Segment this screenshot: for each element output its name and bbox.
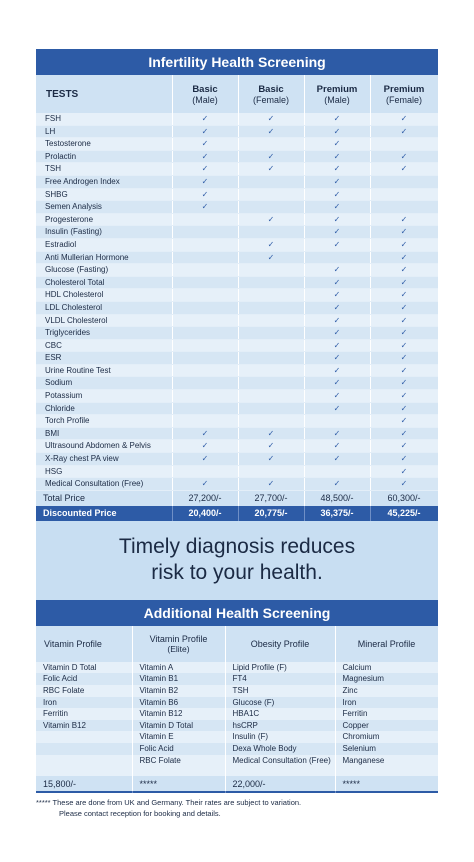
test-name: VLDL Cholesterol [36, 314, 172, 327]
package-name: Premium [383, 83, 425, 95]
check-icon: ✓ [304, 125, 370, 138]
profile-item [36, 731, 132, 743]
profile-item: Vitamin B12 [132, 708, 225, 720]
profile-item: Folic Acid [132, 743, 225, 755]
empty-cell [304, 251, 370, 264]
empty-cell [172, 289, 238, 302]
check-icon: ✓ [238, 238, 304, 251]
profile-total: 22,000/- [225, 776, 335, 791]
profile-item [36, 743, 132, 755]
discounted-price: 20,400/- [172, 506, 238, 521]
check-icon: ✓ [370, 427, 438, 440]
empty-cell [172, 213, 238, 226]
empty-cell [238, 188, 304, 201]
table-row [36, 327, 438, 340]
profile-item: Glucose (F) [225, 697, 335, 709]
check-icon: ✓ [304, 402, 370, 415]
test-name: Testosterone [36, 138, 172, 151]
test-name: LDL Cholesterol [36, 301, 172, 314]
package-header-0 [172, 75, 238, 113]
profile-item: Ferritin [36, 708, 132, 720]
profile-item: Vitamin B1 [132, 673, 225, 685]
table-row [36, 440, 438, 453]
check-icon: ✓ [304, 138, 370, 151]
profile-item: Manganese [335, 755, 438, 767]
empty-cell [238, 465, 304, 478]
table-row [36, 138, 438, 151]
additional-title: Additional Health Screening [36, 600, 438, 626]
profile-item: Folic Acid [36, 673, 132, 685]
profile-item: Lipid Profile (F) [225, 662, 335, 674]
check-icon: ✓ [370, 415, 438, 428]
check-icon: ✓ [370, 276, 438, 289]
table-row [36, 251, 438, 264]
check-icon: ✓ [370, 226, 438, 239]
table-row [36, 175, 438, 188]
table-row [36, 478, 438, 491]
table-row [36, 415, 438, 428]
check-icon: ✓ [172, 478, 238, 491]
check-icon: ✓ [304, 264, 370, 277]
empty-cell [172, 226, 238, 239]
profile-item: Vitamin D Total [132, 720, 225, 732]
check-icon: ✓ [172, 163, 238, 176]
profile-item: Ferritin [335, 708, 438, 720]
check-icon: ✓ [238, 125, 304, 138]
table-row [36, 427, 438, 440]
empty-cell [238, 390, 304, 403]
table-row [36, 465, 438, 478]
check-icon: ✓ [304, 301, 370, 314]
check-icon: ✓ [304, 188, 370, 201]
empty-cell [238, 352, 304, 365]
profile-name: Mineral Profile [357, 638, 416, 649]
slogan-line-1: Timely diagnosis reduces [118, 535, 356, 559]
profile-header-0 [36, 626, 132, 662]
package-sub: (Female) [385, 94, 422, 105]
check-icon: ✓ [172, 188, 238, 201]
profile-header-3 [335, 626, 438, 662]
empty-cell [238, 175, 304, 188]
empty-cell [172, 377, 238, 390]
empty-cell [238, 415, 304, 428]
profile-discounted [132, 791, 225, 793]
table-row [36, 163, 438, 176]
package-sub: (Male) [192, 94, 218, 105]
check-icon: ✓ [370, 213, 438, 226]
table-row [36, 755, 438, 767]
test-name: Medical Consultation (Free) [36, 478, 172, 491]
empty-cell [172, 264, 238, 277]
test-name: CBC [36, 339, 172, 352]
slogan [36, 521, 438, 600]
profile-name: Vitamin Profile [44, 638, 102, 649]
empty-cell [238, 138, 304, 151]
check-icon: ✓ [304, 377, 370, 390]
check-icon: ✓ [238, 453, 304, 466]
test-name: Estradiol [36, 238, 172, 251]
discounted-price-row [36, 506, 438, 521]
test-name: Glucose (Fasting) [36, 264, 172, 277]
check-icon: ✓ [304, 113, 370, 125]
check-icon: ✓ [304, 150, 370, 163]
check-icon: ✓ [304, 478, 370, 491]
check-icon: ✓ [370, 453, 438, 466]
table-row [36, 377, 438, 390]
profile-item: Iron [36, 697, 132, 709]
check-icon: ✓ [238, 251, 304, 264]
profile-item: Calcium [335, 662, 438, 674]
check-icon: ✓ [304, 175, 370, 188]
empty-cell [370, 188, 438, 201]
check-icon: ✓ [370, 377, 438, 390]
table-row [36, 685, 438, 697]
profile-item: Vitamin D Total [36, 662, 132, 674]
profile-item: Medical Consultation (Free) [225, 755, 335, 767]
check-icon: ✓ [304, 201, 370, 214]
empty-cell [172, 251, 238, 264]
check-icon: ✓ [172, 125, 238, 138]
check-icon: ✓ [304, 427, 370, 440]
check-icon: ✓ [304, 276, 370, 289]
screening-panel [36, 49, 438, 793]
table-row [36, 226, 438, 239]
table-row [36, 301, 438, 314]
check-icon: ✓ [304, 453, 370, 466]
test-name: FSH [36, 113, 172, 125]
empty-cell [370, 138, 438, 151]
empty-cell [238, 327, 304, 340]
check-icon: ✓ [370, 478, 438, 491]
check-icon: ✓ [370, 390, 438, 403]
empty-cell [304, 465, 370, 478]
check-icon: ✓ [370, 339, 438, 352]
profile-item: Magnesium [335, 673, 438, 685]
empty-cell [172, 402, 238, 415]
profile-item: Vitamin B6 [132, 697, 225, 709]
profile-item: RBC Folate [36, 685, 132, 697]
table-row [36, 339, 438, 352]
empty-cell [238, 402, 304, 415]
profile-item: Chromium [335, 731, 438, 743]
table-row [36, 673, 438, 685]
total-price: 48,500/- [304, 490, 370, 506]
table-row [36, 201, 438, 214]
check-icon: ✓ [370, 289, 438, 302]
table-row [36, 743, 438, 755]
test-name: Sodium [36, 377, 172, 390]
spacer-cell [132, 766, 225, 776]
table-row [36, 238, 438, 251]
empty-cell [238, 276, 304, 289]
check-icon: ✓ [370, 125, 438, 138]
profile-name: Vitamin Profile [149, 633, 208, 644]
check-icon: ✓ [172, 440, 238, 453]
table-row [36, 731, 438, 743]
check-icon: ✓ [238, 478, 304, 491]
package-sub: (Female) [252, 94, 289, 105]
profile-total: ***** [132, 776, 225, 791]
profile-item: Copper [335, 720, 438, 732]
check-icon: ✓ [172, 201, 238, 214]
check-icon: ✓ [370, 163, 438, 176]
screening-table [36, 75, 438, 521]
test-name: BMI [36, 427, 172, 440]
empty-cell [238, 201, 304, 214]
package-header-3 [370, 75, 438, 113]
check-icon: ✓ [370, 465, 438, 478]
test-name: HDL Cholesterol [36, 289, 172, 302]
profile-item: Selenium [335, 743, 438, 755]
discounted-price: 36,375/- [304, 506, 370, 521]
spacer-cell [225, 766, 335, 776]
spacer-row [36, 766, 438, 776]
profile-discounted [36, 791, 132, 793]
check-icon: ✓ [172, 427, 238, 440]
check-icon: ✓ [370, 301, 438, 314]
check-icon: ✓ [172, 453, 238, 466]
profile-item: Vitamin A [132, 662, 225, 674]
profile-sub: (Elite) [167, 643, 190, 654]
test-name: SHBG [36, 188, 172, 201]
footnote [36, 797, 438, 819]
empty-cell [238, 289, 304, 302]
profile-item [36, 755, 132, 767]
spacer-cell [36, 766, 132, 776]
table-row [36, 697, 438, 709]
package-header-2 [304, 75, 370, 113]
check-icon: ✓ [370, 238, 438, 251]
test-name: ESR [36, 352, 172, 365]
check-icon: ✓ [304, 440, 370, 453]
check-icon: ✓ [370, 113, 438, 125]
spacer-cell [335, 766, 438, 776]
additional-total-row [36, 776, 438, 791]
empty-cell [172, 339, 238, 352]
check-icon: ✓ [370, 402, 438, 415]
screening-title: Infertility Health Screening [36, 49, 438, 75]
empty-cell [172, 465, 238, 478]
profile-discounted [225, 791, 335, 793]
profile-item: HBA1C [225, 708, 335, 720]
package-name: Basic [192, 83, 218, 95]
table-row [36, 402, 438, 415]
test-name: Semen Analysis [36, 201, 172, 214]
screening-tests-body [36, 113, 438, 490]
check-icon: ✓ [304, 226, 370, 239]
table-row [36, 314, 438, 327]
empty-cell [238, 264, 304, 277]
test-name: Chloride [36, 402, 172, 415]
check-icon: ✓ [238, 150, 304, 163]
profile-item: TSH [225, 685, 335, 697]
check-icon: ✓ [304, 238, 370, 251]
profile-total: 15,800/- [36, 776, 132, 791]
check-icon: ✓ [370, 364, 438, 377]
table-row [36, 264, 438, 277]
screening-header-row [36, 75, 438, 113]
discounted-price-label: Discounted Price [36, 506, 172, 521]
test-name: LH [36, 125, 172, 138]
test-name: Urine Routine Test [36, 364, 172, 377]
check-icon: ✓ [304, 213, 370, 226]
discounted-price: 45,225/- [370, 506, 438, 521]
empty-cell [304, 415, 370, 428]
table-row [36, 720, 438, 732]
check-icon: ✓ [238, 213, 304, 226]
table-row [36, 125, 438, 138]
empty-cell [172, 415, 238, 428]
profile-item: FT4 [225, 673, 335, 685]
check-icon: ✓ [304, 364, 370, 377]
check-icon: ✓ [304, 327, 370, 340]
additional-discount-row [36, 791, 438, 793]
test-name: Free Androgen Index [36, 175, 172, 188]
check-icon: ✓ [172, 150, 238, 163]
check-icon: ✓ [370, 440, 438, 453]
test-name: Ultrasound Abdomen & Pelvis [36, 440, 172, 453]
check-icon: ✓ [238, 427, 304, 440]
table-row [36, 453, 438, 466]
profile-discounted [335, 791, 438, 793]
check-icon: ✓ [172, 138, 238, 151]
profile-item: RBC Folate [132, 755, 225, 767]
check-icon: ✓ [370, 314, 438, 327]
slogan-line-2: risk to your health. [151, 561, 323, 585]
additional-body [36, 662, 438, 793]
profile-item: Vitamin B2 [132, 685, 225, 697]
profile-item: Vitamin B12 [36, 720, 132, 732]
test-name: Prolactin [36, 150, 172, 163]
tests-header: TESTS [36, 75, 172, 113]
footnote-line-1: ***** These are done from UK and Germany. Their rates are subject to variation. [36, 798, 302, 807]
empty-cell [238, 226, 304, 239]
discounted-price: 20,775/- [238, 506, 304, 521]
check-icon: ✓ [238, 113, 304, 125]
test-name: Progesterone [36, 213, 172, 226]
check-icon: ✓ [304, 314, 370, 327]
empty-cell [172, 238, 238, 251]
profile-total: ***** [335, 776, 438, 791]
additional-header-row [36, 626, 438, 662]
table-row [36, 708, 438, 720]
package-header-1 [238, 75, 304, 113]
test-name: Anti Mullerian Hormone [36, 251, 172, 264]
check-icon: ✓ [370, 150, 438, 163]
check-icon: ✓ [304, 339, 370, 352]
test-name: Torch Profile [36, 415, 172, 428]
check-icon: ✓ [238, 163, 304, 176]
empty-cell [370, 201, 438, 214]
empty-cell [238, 301, 304, 314]
check-icon: ✓ [370, 251, 438, 264]
total-price: 27,700/- [238, 490, 304, 506]
table-row [36, 276, 438, 289]
total-price: 27,200/- [172, 490, 238, 506]
empty-cell [172, 276, 238, 289]
check-icon: ✓ [172, 175, 238, 188]
empty-cell [370, 175, 438, 188]
test-name: HSG [36, 465, 172, 478]
package-sub: (Male) [324, 94, 350, 105]
empty-cell [172, 327, 238, 340]
empty-cell [172, 301, 238, 314]
test-name: Insulin (Fasting) [36, 226, 172, 239]
profile-item: Iron [335, 697, 438, 709]
table-row [36, 364, 438, 377]
check-icon: ✓ [304, 390, 370, 403]
check-icon: ✓ [304, 352, 370, 365]
table-row [36, 150, 438, 163]
test-name: Potassium [36, 390, 172, 403]
empty-cell [238, 339, 304, 352]
empty-cell [238, 364, 304, 377]
test-name: TSH [36, 163, 172, 176]
check-icon: ✓ [370, 264, 438, 277]
table-row [36, 188, 438, 201]
empty-cell [238, 377, 304, 390]
table-row [36, 662, 438, 674]
check-icon: ✓ [238, 440, 304, 453]
empty-cell [238, 314, 304, 327]
check-icon: ✓ [370, 327, 438, 340]
profile-name: Obesity Profile [250, 638, 310, 649]
profile-item: Insulin (F) [225, 731, 335, 743]
profile-header-2 [225, 626, 335, 662]
profile-item: Zinc [335, 685, 438, 697]
test-name: X-Ray chest PA view [36, 453, 172, 466]
check-icon: ✓ [370, 352, 438, 365]
test-name: Triglycerides [36, 327, 172, 340]
package-name: Basic [258, 83, 284, 95]
table-row [36, 213, 438, 226]
additional-table [36, 626, 438, 793]
check-icon: ✓ [304, 163, 370, 176]
total-price-row [36, 490, 438, 506]
total-price-label: Total Price [36, 490, 172, 506]
empty-cell [172, 314, 238, 327]
table-row [36, 289, 438, 302]
empty-cell [172, 364, 238, 377]
empty-cell [172, 352, 238, 365]
package-name: Premium [316, 83, 358, 95]
table-row [36, 113, 438, 125]
footnote-line-2: Please contact reception for booking and details. [59, 809, 221, 818]
check-icon: ✓ [304, 289, 370, 302]
table-row [36, 352, 438, 365]
test-name: Cholesterol Total [36, 276, 172, 289]
check-icon: ✓ [172, 113, 238, 125]
total-price: 60,300/- [370, 490, 438, 506]
table-row [36, 390, 438, 403]
profile-item: hsCRP [225, 720, 335, 732]
profile-header-1 [132, 626, 225, 662]
profile-item: Vitamin E [132, 731, 225, 743]
empty-cell [172, 390, 238, 403]
profile-item: Dexa Whole Body [225, 743, 335, 755]
